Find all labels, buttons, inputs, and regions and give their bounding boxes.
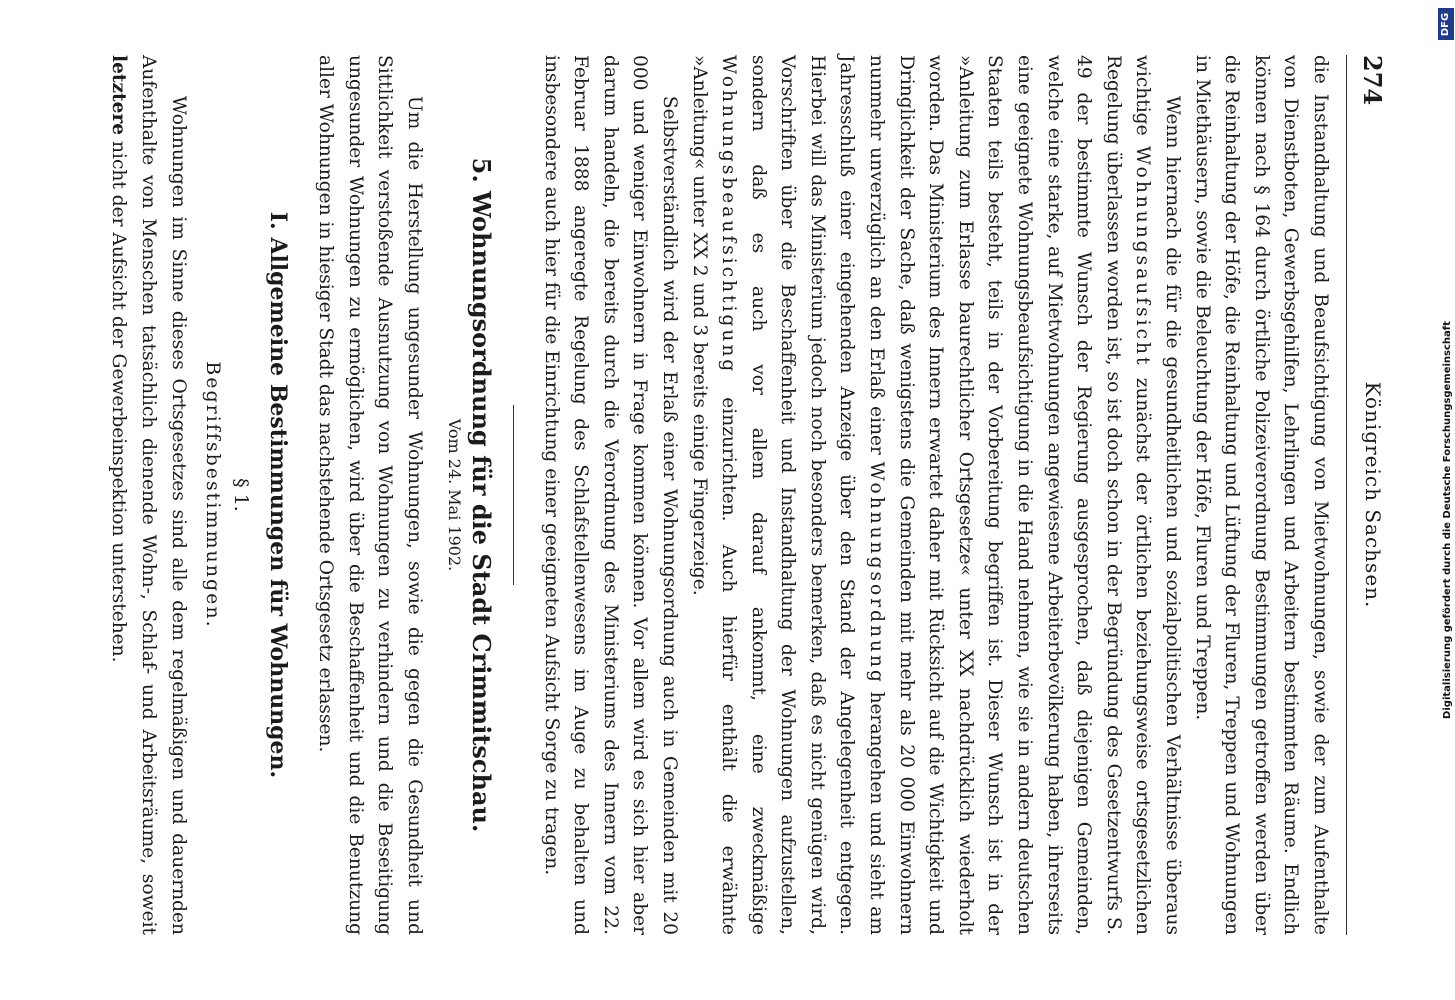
- paragraph-1-text-a: Wohnungen im Sinne dieses Ortsgesetzes sind alle dem regelmäßigen und dauernden Aufenthalte von Menschen tatsächlich dienende Wohn-, Schlaf- und Arbeitsräume, soweit: [138, 55, 189, 935]
- paragraph-2: [684, 55, 1187, 935]
- paragraph-1-text-b: nicht der Aufsicht der Gewerbeinspektion unterstehen.: [108, 141, 130, 663]
- dfg-logo-icon: [1438, 8, 1454, 40]
- spaced-term-wohnungsaufsicht: Wohnungsaufsicht: [1132, 145, 1154, 368]
- dfg-logo-text: DFG: [1440, 12, 1452, 36]
- part-title: I. Allgemeine Bestimmungen für Wohnungen.: [264, 211, 291, 779]
- paragraph-number: § 1.: [229, 478, 252, 512]
- paragraph-2-part-b: zunächst der örtlichen beziehungsweise ortsgesetzlichen Regelung überlassen worden ist, so ist doch schon in der Begründung des Gesetzentwurfs S. 49 der bestimmte Wunsch der Regierung ausgesprochen, daß diejenigen Gemeinden, welche eine starke, auf Mietwohnungen angewiesene Arbeiterbevölkerung haben, ihrerseits eine geeignete Wohnungsbeaufsichtigung in die Hand nehmen, wie sie in andern deutschen Staaten teils besteht, teils in der Vorbereitung begriffen ist. Dieser Wunsch ist in der »Anleitung zum Erlasse baurechtlicher Ortsgesetze« unter XX nachdrücklich wiederholt worden. Das Ministerium des Innern erwartet daher mit Rücksicht auf die Wichtigkeit und Dringlichkeit der Sache, daß wenigstens die Gemeinden mit mehr als 20 000 Einwohnern nunmehr unverzüglich an den Erlaß einer: [866, 55, 1154, 935]
- running-header: [1347, 55, 1387, 935]
- body-text: [104, 55, 1335, 935]
- section-date: Vom 24. Mai 1902.: [444, 418, 464, 572]
- section-intro: Um die Herstellung ungesunder Wohnungen, sowie die gegen die Gesundheit und Sittlichkeit verstoßende Ausnutzung von Wohnungen zu verhindern und die Beseitigung ungesunder Wohnungen zu ermöglichen, wird über die Beschaffenheit und die Benutzung aller Wohnungen in hiesiger Stadt das nachstehende Ortsgesetz erlassen.: [315, 55, 425, 935]
- paragraph-heading: Begriffsbestimmungen.: [201, 361, 224, 629]
- section-divider: [513, 405, 514, 585]
- spaced-term-wohnungsordnung: Wohnungsordnung: [866, 461, 888, 685]
- book-page: [47, 55, 1387, 935]
- paragraph-1: die Instandhaltung und Beaufsichtigung von Mietwohnungen, sowie der zum Aufenthalte von Dienstboten, Gewerbsgehilfen, Lehrlingen und Arbeitern bestimmten Räume. Endlich können nach § 164 durch örtliche Polizeiverordnung Bestimmungen getroffen werden über die Reinhaltung der Höfe, die Reinhaltung und Lüftung der Fluren, Treppen und Wohnungen in Miethäusern, sowie die Beleuchtung der Höfe, Fluren und Treppen.: [1191, 55, 1331, 935]
- funding-note: Digitalisierung gefördert durch die Deutsche Forschungsgemeinschaft: [1442, 321, 1453, 719]
- running-title: Königreich Sachsen.: [1361, 381, 1385, 609]
- paragraph-1-text: [104, 55, 193, 935]
- spaced-term-wohnungsbeaufsichtigung: Wohnungsbeaufsichtigung: [718, 55, 740, 375]
- bold-term-letztere: letztere: [108, 55, 130, 136]
- page-number: 274: [1358, 55, 1387, 106]
- paragraph-2-part-a: Wenn hiernach die für die gesundheitlichen und sozialpolitischen Verhältnisse überaus wichtige: [1132, 55, 1184, 935]
- section-title: 5. Wohnungsordnung für die Stadt Crimmitschau.: [466, 157, 496, 833]
- paragraph-2-part-c: herangehen und sieht am Jahresschluß einer eingehenden Anzeige über den Stand der Angelegenheit entgegen. Hierbei will das Ministerium jedoch noch besonders bemerken, daß es nicht genügen wird, Vorschriften über die Beschaffenheit und Instandhaltung der Wohnungen aufzustellen, sondern daß es auch vor allem darauf ankommt, eine zweckmäßige: [747, 55, 888, 935]
- header-rule: [1346, 55, 1347, 935]
- paragraph-3: Selbstverständlich wird der Erlaß einer Wohnungsordnung auch in Gemeinden mit 20 000 und weniger Einwohnern in Frage kommen können. Vor allem wird es sich hier aber darum handeln, die bereits durch die Verordnung des Ministeriums des Innern vom 22. Februar 1888 angeregte Regelung des Schlafstellenwesens im Auge zu behalten und insbesondere auch hier für die Einrichtung einer geeigneten Aufsicht Sorge zu tragen.: [540, 55, 680, 935]
- paragraph-2-part-d: einzurichten. Auch hierfür enthält die erwähnte »Anleitung« unter XX 2 und 3 bereits einige Fingerzeige.: [688, 55, 740, 935]
